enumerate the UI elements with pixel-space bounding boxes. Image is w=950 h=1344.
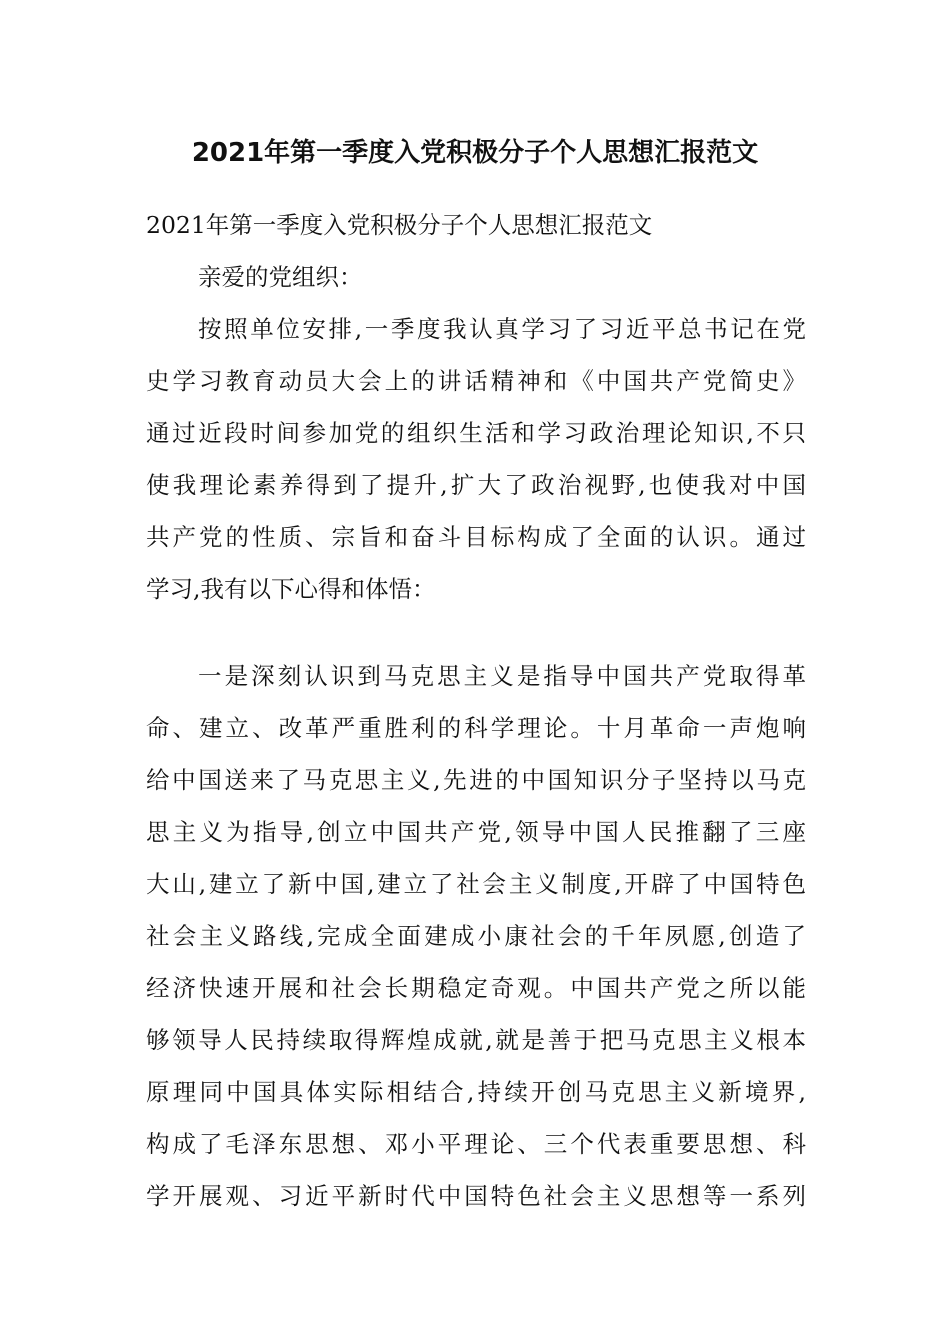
paragraph-line: 按照单位安排,一季度我认真学习了习近平总书记在党 [198,315,806,343]
document-title: 2021年第一季度入党积极分子个人思想汇报范文 [191,138,759,168]
paragraph-line: 给中国送来了马克思主义,先进的中国知识分子坚持以马克 [146,766,806,794]
paragraph-line: 史学习教育动员大会上的讲话精神和《中国共产党简史》 [146,367,806,395]
paragraph-line: 思主义为指导,创立中国共产党,领导中国人民推翻了三座 [146,818,806,846]
paragraph-line: 构成了毛泽东思想、邓小平理论、三个代表重要思想、科 [146,1130,806,1158]
paragraph-line: 够领导人民持续取得辉煌成就,就是善于把马克思主义根本 [146,1026,806,1054]
paragraph-line: 学开展观、习近平新时代中国特色社会主义思想等一系列 [146,1182,806,1210]
salutation-line: 亲爱的党组织： [198,263,363,291]
paragraph-line: 使我理论素养得到了提升,扩大了政治视野,也使我对中国 [146,471,806,499]
paragraph-line: 共产党的性质、宗旨和奋斗目标构成了全面的认识。通过 [146,523,806,551]
subtitle-line: 2021年第一季度入党积极分子个人思想汇报范文 [146,211,653,239]
paragraph-line: 学习,我有以下心得和体悟： [146,575,436,603]
paragraph-line: 命、建立、改革严重胜利的科学理论。十月革命一声炮响 [146,714,806,742]
paragraph-line: 通过近段时间参加党的组织生活和学习政治理论知识,不只 [146,419,806,447]
paragraph-line: 经济快速开展和社会长期稳定奇观。中国共产党之所以能 [146,974,806,1002]
paragraph-line: 一是深刻认识到马克思主义是指导中国共产党取得革 [198,662,806,690]
paragraph-line: 社会主义路线,完成全面建成小康社会的千年夙愿,创造了 [146,922,806,950]
paragraph-line: 原理同中国具体实际相结合,持续开创马克思主义新境界, [146,1078,806,1106]
paragraph-line: 大山,建立了新中国,建立了社会主义制度,开辟了中国特色 [146,870,806,898]
